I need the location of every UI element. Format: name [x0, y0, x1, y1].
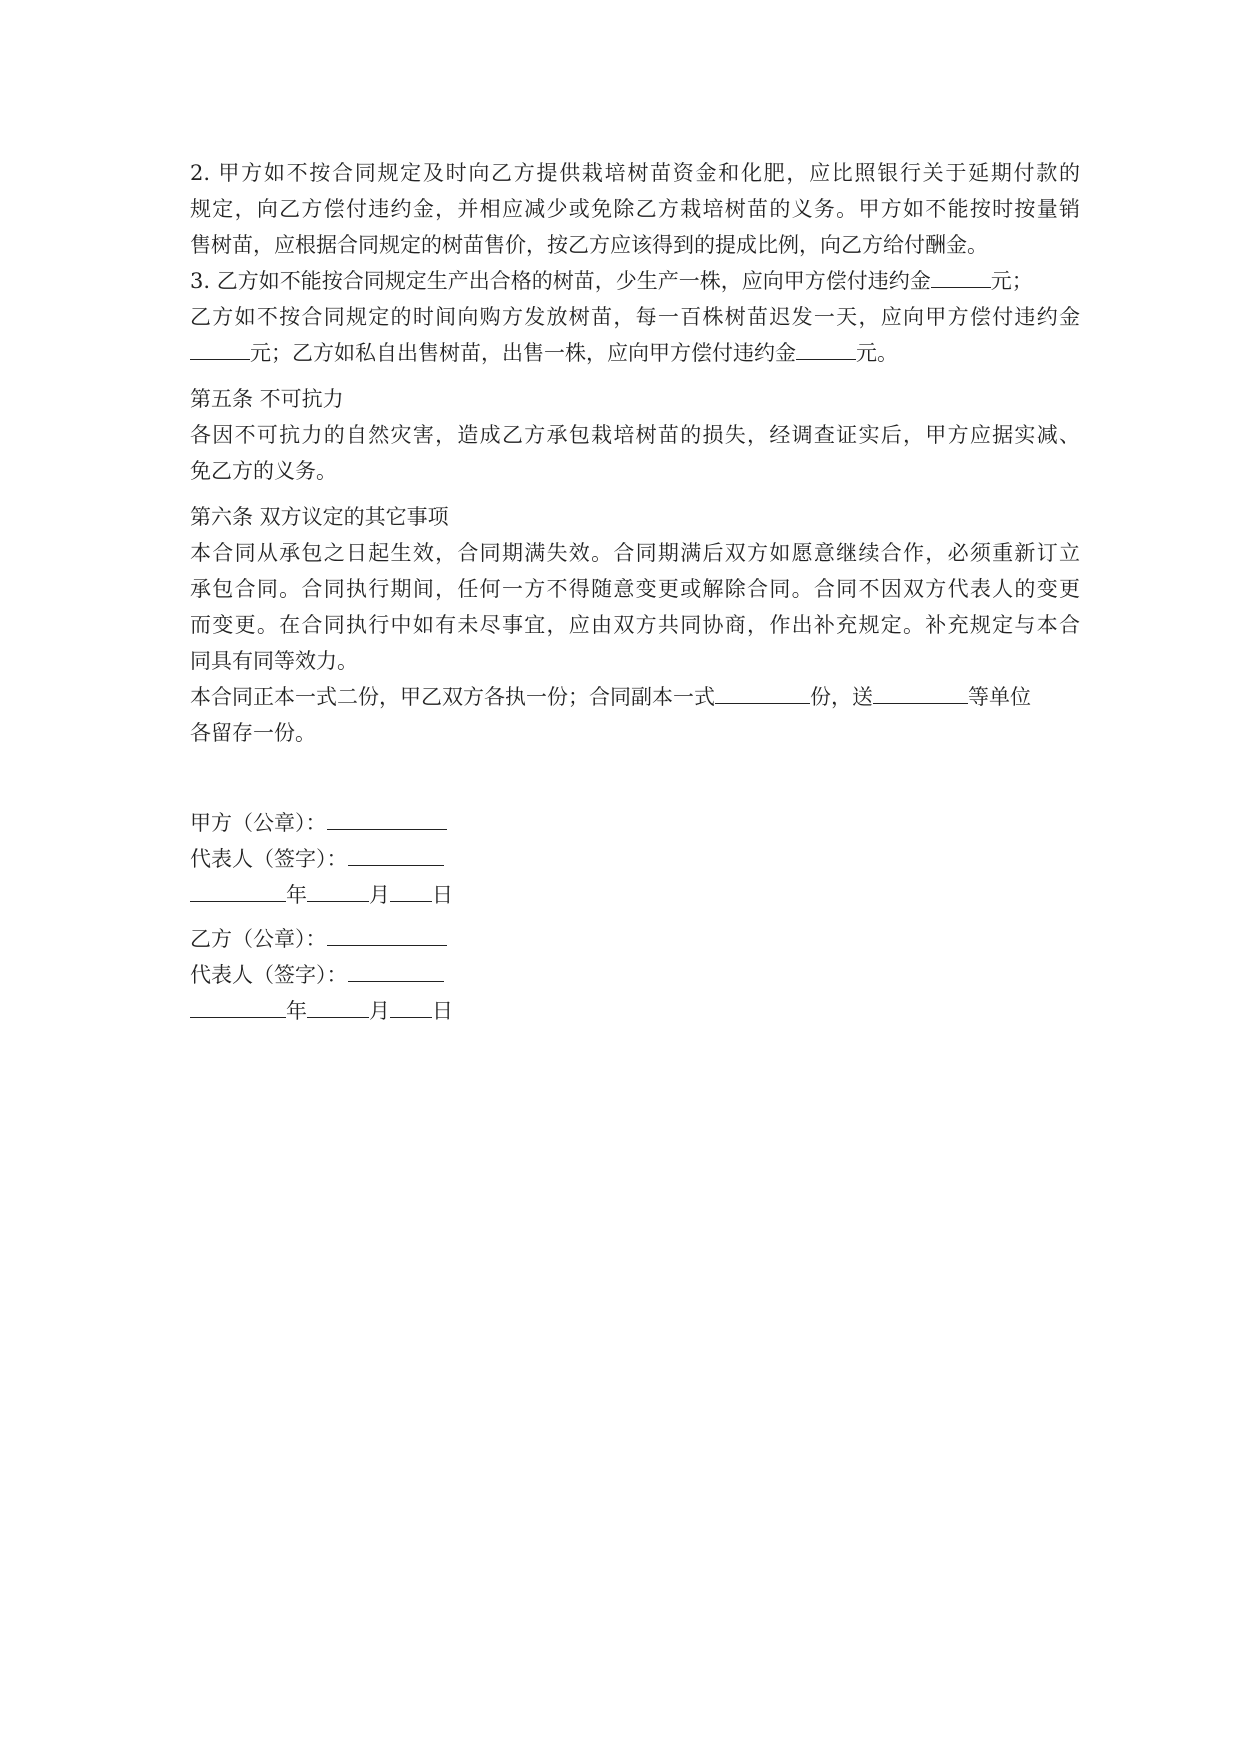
fill-blank[interactable] — [873, 681, 968, 704]
fill-blank[interactable] — [190, 337, 250, 360]
party-a-rep-label: 代表人（签字）： — [190, 847, 348, 871]
month-label: 月 — [369, 883, 390, 907]
clause4-item2 — [190, 155, 1080, 263]
fill-blank[interactable] — [715, 681, 810, 704]
text-line: 本合同从承包之日起生效，合同期满失效。合同期满后双方如愿意继续合作，必须重新订立 — [190, 541, 1080, 565]
day-label: 日 — [432, 999, 453, 1023]
clause4-item3 — [190, 263, 1080, 371]
party-b-rep-label: 代表人（签字）： — [190, 963, 348, 987]
text-segment: 元；乙方如私自出售树苗，出售一株，应向甲方偿付违约金 — [250, 341, 796, 365]
text-line: 乙方如不按合同规定的时间向购方发放树苗，每一百株树苗迟发一天，应向甲方偿付违约金 — [190, 305, 1080, 329]
clause-heading: 第五条 不可抗力 — [190, 387, 344, 411]
day-label: 日 — [432, 883, 453, 907]
party-b-seal-label: 乙方（公章）： — [190, 927, 327, 951]
text-segment: 元； — [990, 269, 1033, 293]
text-line: 而变更。在合同执行中如有未尽事宜，应由双方共同协商，作出补充规定。补充规定与本合 — [190, 613, 1080, 637]
date-line — [190, 877, 453, 913]
text-segment: 3. 乙方如不能按合同规定生产出合格的树苗，少生产一株，应向甲方偿付违约金 — [190, 269, 931, 293]
text-line: 售树苗，应根据合同规定的树苗售价，按乙方应该得到的提成比例，向乙方给付酬金。 — [190, 233, 988, 257]
signature-line — [190, 921, 453, 957]
party-b-signature — [190, 921, 453, 1029]
date-line — [190, 993, 453, 1029]
text-line: 各留存一份。 — [190, 721, 316, 745]
fill-blank[interactable] — [796, 337, 856, 360]
seal-blank[interactable] — [327, 923, 447, 946]
text-line — [190, 679, 1080, 715]
party-a-seal-label: 甲方（公章）： — [190, 811, 327, 835]
day-blank[interactable] — [390, 879, 432, 902]
month-blank[interactable] — [307, 879, 369, 902]
signature-line — [190, 805, 453, 841]
signature-blank[interactable] — [348, 843, 444, 866]
text-segment: 份，送 — [810, 685, 873, 709]
year-label: 年 — [286, 883, 307, 907]
year-blank[interactable] — [190, 879, 286, 902]
text-line — [190, 335, 1080, 371]
year-label: 年 — [286, 999, 307, 1023]
text-segment: 等单位 — [968, 685, 1031, 709]
clause-heading: 第六条 双方议定的其它事项 — [190, 505, 449, 529]
year-blank[interactable] — [190, 995, 286, 1018]
month-label: 月 — [369, 999, 390, 1023]
seal-blank[interactable] — [327, 807, 447, 830]
signature-line — [190, 957, 453, 993]
text-line — [190, 263, 1080, 299]
text-line: 承包合同。合同执行期间，任何一方不得随意变更或解除合同。合同不因双方代表人的变更 — [190, 577, 1080, 601]
clause5 — [190, 381, 1080, 489]
fill-blank[interactable] — [931, 265, 991, 288]
day-blank[interactable] — [390, 995, 432, 1018]
text-segment: 本合同正本一式二份，甲乙双方各执一份；合同副本一式 — [190, 685, 715, 709]
text-line: 各因不可抗力的自然灾害，造成乙方承包栽培树苗的损失，经调查证实后，甲方应据实减、 — [190, 423, 1080, 447]
text-line: 同具有同等效力。 — [190, 649, 358, 673]
text-line: 免乙方的义务。 — [190, 459, 337, 483]
month-blank[interactable] — [307, 995, 369, 1018]
text-line: 规定，向乙方偿付违约金，并相应减少或免除乙方栽培树苗的义务。甲方如不能按时按量销 — [190, 197, 1080, 221]
party-a-signature — [190, 805, 453, 913]
text-segment: 元。 — [856, 341, 898, 365]
clause6 — [190, 499, 1080, 751]
signature-blank[interactable] — [348, 959, 444, 982]
signature-line — [190, 841, 453, 877]
text-line: 2. 甲方如不按合同规定及时向乙方提供栽培树苗资金和化肥，应比照银行关于延期付款的 — [190, 161, 1080, 185]
